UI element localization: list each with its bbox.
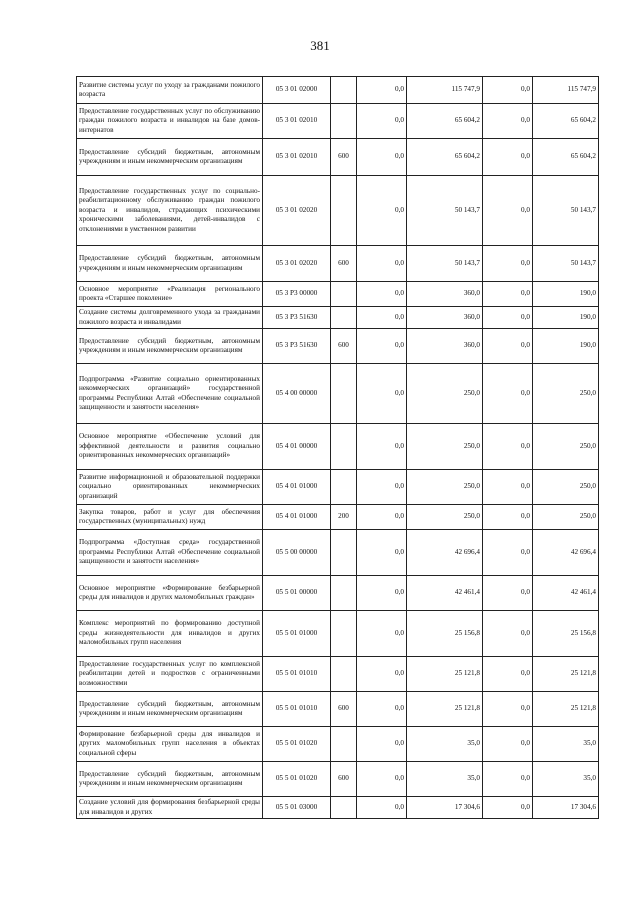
row-value-3: 0,0 [483,727,533,762]
table-row [77,282,599,307]
row-code: 05 5 01 01010 [263,692,331,727]
row-value-1: 0,0 [357,611,407,657]
row-code: 05 5 01 01000 [263,611,331,657]
row-name: Основное мероприятие «Формирование безбарьерной среды для инвалидов и других маломобильных граждан» [77,576,263,611]
row-code: 05 5 01 01010 [263,657,331,692]
row-value-4: 190,0 [533,282,599,307]
row-value-3: 0,0 [483,762,533,797]
row-value-2: 250,0 [407,470,483,505]
row-expense-type: 600 [331,692,357,727]
row-name: Предоставление субсидий бюджетным, автономным учреждениям и иным некоммерческим организациям [77,139,263,176]
row-value-2: 17 304,6 [407,797,483,819]
row-name: Развитие системы услуг по уходу за гражданами пожилого возраста [77,77,263,104]
row-value-3: 0,0 [483,176,533,246]
row-code: 05 3 P3 51630 [263,329,331,364]
row-code: 05 3 P3 00000 [263,282,331,307]
row-code: 05 3 01 02000 [263,77,331,104]
table-row [77,424,599,470]
row-value-1: 0,0 [357,364,407,424]
row-value-3: 0,0 [483,246,533,282]
row-value-2: 250,0 [407,505,483,530]
row-code: 05 4 01 01000 [263,505,331,530]
row-value-1: 0,0 [357,77,407,104]
row-value-2: 360,0 [407,329,483,364]
row-name: Основное мероприятие «Реализация регионального проекта «Старшее поколение» [77,282,263,307]
row-code: 05 3 01 02010 [263,104,331,139]
row-code: 05 5 01 01020 [263,727,331,762]
row-code: 05 3 01 02020 [263,176,331,246]
row-value-4: 50 143,7 [533,246,599,282]
row-value-4: 250,0 [533,424,599,470]
row-code: 05 5 01 01020 [263,762,331,797]
row-expense-type [331,657,357,692]
row-name: Основное мероприятие «Обеспечение условий для эффективной деятельности и развития социально ориентированных некоммерческих организаций» [77,424,263,470]
row-value-4: 25 121,8 [533,657,599,692]
row-value-1: 0,0 [357,692,407,727]
row-expense-type [331,470,357,505]
row-value-4: 250,0 [533,505,599,530]
row-value-2: 360,0 [407,282,483,307]
row-value-4: 42 696,4 [533,530,599,576]
row-code: 05 5 00 00000 [263,530,331,576]
row-expense-type: 200 [331,505,357,530]
row-value-1: 0,0 [357,470,407,505]
row-value-4: 250,0 [533,364,599,424]
row-expense-type: 600 [331,246,357,282]
row-value-2: 250,0 [407,364,483,424]
table-row [77,104,599,139]
row-value-2: 25 156,8 [407,611,483,657]
row-code: 05 4 01 01000 [263,470,331,505]
row-value-2: 25 121,8 [407,692,483,727]
row-value-1: 0,0 [357,104,407,139]
row-code: 05 5 01 03000 [263,797,331,819]
row-value-1: 0,0 [357,727,407,762]
row-value-2: 115 747,9 [407,77,483,104]
row-value-4: 250,0 [533,470,599,505]
table-row [77,611,599,657]
row-name: Формирование безбарьерной среды для инвалидов и других маломобильных групп населения в объектах социальной сферы [77,727,263,762]
row-name: Создание условий для формирования безбарьерной среды для инвалидов и других [77,797,263,819]
row-value-1: 0,0 [357,176,407,246]
row-value-4: 65 604,2 [533,104,599,139]
row-value-3: 0,0 [483,576,533,611]
table-row [77,77,599,104]
row-expense-type [331,530,357,576]
row-name: Предоставление субсидий бюджетным, автономным учреждениям и иным некоммерческим организациям [77,329,263,364]
table-row [77,576,599,611]
row-value-2: 250,0 [407,424,483,470]
table-row [77,176,599,246]
row-expense-type [331,282,357,307]
row-value-3: 0,0 [483,424,533,470]
table-row [77,692,599,727]
row-value-4: 35,0 [533,762,599,797]
row-value-2: 42 696,4 [407,530,483,576]
row-name: Предоставление государственных услуг по комплексной реабилитации детей и подростков с ограниченными возможностями [77,657,263,692]
row-expense-type [331,576,357,611]
row-expense-type [331,727,357,762]
row-name: Комплекс мероприятий по формированию доступной среды жизнедеятельности для инвалидов и других маломобильных групп населения [77,611,263,657]
table-row [77,762,599,797]
row-code: 05 3 01 02010 [263,139,331,176]
row-value-4: 17 304,6 [533,797,599,819]
row-name: Подпрограмма «Доступная среда» государственной программы Республики Алтай «Обеспечение социальной защищенности и занятости населения» [77,530,263,576]
row-name: Предоставление государственных услуг по социально-реабилитационному обслуживанию граждан пожилого возраста и инвалидов, страдающих психическими хроническими заболеваниями, детей-инвалидов с отклонениями в умственном развитии [77,176,263,246]
table-row [77,505,599,530]
row-value-2: 35,0 [407,727,483,762]
row-value-2: 50 143,7 [407,246,483,282]
table-row [77,307,599,329]
row-value-3: 0,0 [483,797,533,819]
row-expense-type: 600 [331,329,357,364]
row-value-2: 42 461,4 [407,576,483,611]
row-value-4: 42 461,4 [533,576,599,611]
row-value-1: 0,0 [357,762,407,797]
row-code: 05 5 01 00000 [263,576,331,611]
row-value-3: 0,0 [483,692,533,727]
row-value-3: 0,0 [483,282,533,307]
row-value-3: 0,0 [483,611,533,657]
row-value-1: 0,0 [357,139,407,176]
row-value-1: 0,0 [357,246,407,282]
row-value-2: 65 604,2 [407,139,483,176]
row-value-2: 25 121,8 [407,657,483,692]
row-value-2: 35,0 [407,762,483,797]
row-value-3: 0,0 [483,104,533,139]
row-code: 05 3 01 02020 [263,246,331,282]
row-code: 05 4 00 00000 [263,364,331,424]
row-value-1: 0,0 [357,505,407,530]
table-row [77,329,599,364]
row-expense-type [331,797,357,819]
row-value-1: 0,0 [357,424,407,470]
row-expense-type [331,424,357,470]
row-value-4: 35,0 [533,727,599,762]
row-expense-type: 600 [331,139,357,176]
row-name: Предоставление субсидий бюджетным, автономным учреждениям и иным некоммерческим организациям [77,692,263,727]
table-row [77,246,599,282]
row-value-3: 0,0 [483,505,533,530]
row-value-3: 0,0 [483,530,533,576]
row-name: Развитие информационной и образовательной поддержки социально ориентированных некоммерческих организаций [77,470,263,505]
row-value-4: 25 121,8 [533,692,599,727]
row-expense-type [331,104,357,139]
page-number: 381 [310,38,330,53]
budget-table-body [77,77,599,819]
row-value-3: 0,0 [483,77,533,104]
row-value-2: 50 143,7 [407,176,483,246]
row-value-1: 0,0 [357,282,407,307]
row-value-1: 0,0 [357,576,407,611]
table-row [77,727,599,762]
row-name: Предоставление субсидий бюджетным, автономным учреждениям и иным некоммерческим организациям [77,246,263,282]
row-value-3: 0,0 [483,657,533,692]
table-row [77,364,599,424]
row-value-3: 0,0 [483,470,533,505]
row-value-1: 0,0 [357,307,407,329]
row-code: 05 3 P3 51630 [263,307,331,329]
row-expense-type [331,176,357,246]
row-value-1: 0,0 [357,530,407,576]
row-value-3: 0,0 [483,329,533,364]
row-value-4: 50 143,7 [533,176,599,246]
table-row [77,470,599,505]
row-expense-type [331,364,357,424]
table-row [77,530,599,576]
table-row [77,797,599,819]
row-expense-type: 600 [331,762,357,797]
row-code: 05 4 01 00000 [263,424,331,470]
row-value-1: 0,0 [357,797,407,819]
row-value-1: 0,0 [357,657,407,692]
row-name: Подпрограмма «Развитие социально ориентированных некоммерческих организаций» государственной программы Республики Алтай «Обеспечение социальной защищенности и занятости населения» [77,364,263,424]
row-name: Создание системы долговременного ухода за гражданами пожилого возраста и инвалидами [77,307,263,329]
row-value-2: 65 604,2 [407,104,483,139]
row-expense-type [331,611,357,657]
row-value-3: 0,0 [483,364,533,424]
row-name: Предоставление государственных услуг по обслуживанию граждан пожилого возраста и инвалидов на базе домов-интернатов [77,104,263,139]
table-row [77,139,599,176]
row-value-3: 0,0 [483,307,533,329]
row-value-4: 115 747,9 [533,77,599,104]
row-value-4: 25 156,8 [533,611,599,657]
row-value-4: 190,0 [533,307,599,329]
row-value-4: 190,0 [533,329,599,364]
row-name: Закупка товаров, работ и услуг для обеспечения государственных (муниципальных) нужд [77,505,263,530]
row-expense-type [331,77,357,104]
table-row [77,657,599,692]
row-value-4: 65 604,2 [533,139,599,176]
row-value-3: 0,0 [483,139,533,176]
row-value-2: 360,0 [407,307,483,329]
row-name: Предоставление субсидий бюджетным, автономным учреждениям и иным некоммерческим организациям [77,762,263,797]
row-value-1: 0,0 [357,329,407,364]
budget-table [76,76,599,819]
row-expense-type [331,307,357,329]
